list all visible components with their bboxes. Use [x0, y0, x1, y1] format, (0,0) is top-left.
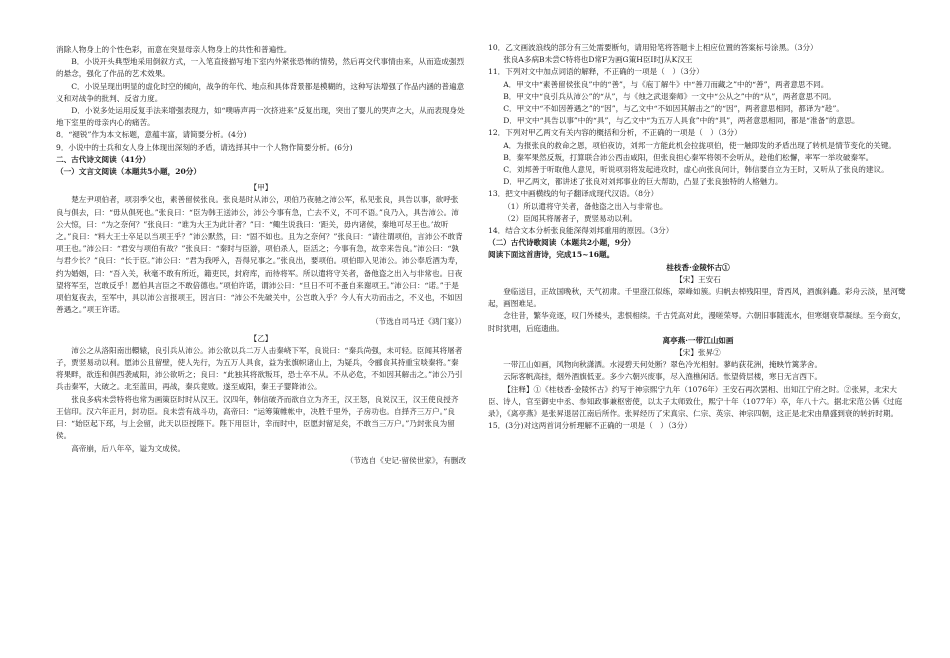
poetry-instruction: 阅读下面这首唐诗，完成15~16题。 — [488, 250, 615, 260]
subsection-classical-prose: （一）文言文阅读（本题共5小题，20分） — [56, 167, 201, 177]
question-14: 14．结合文本分析张良能深得刘邦重用的原因。（3分） — [488, 226, 674, 236]
question-12-option-c: C．刘邦善于听取他人意见，听说项羽将发起进攻时，虚心向张良问计，韩信要自立为王时，又听从了张良的建议。 — [503, 165, 889, 175]
question-10-sentence: 张良A多病B未尝C特将也D常F为画G策H臣I时J从K汉王 — [503, 55, 693, 65]
question-11: 11．下列对文中加点词语的解释，不正确的一项是（ ）（3分） — [488, 67, 704, 77]
question-11-option-a: A．甲文中“素善留侯张良”中的“善”，与《庖丁解牛》中“善刀而藏之”中的“善”，两者意思不同。 — [503, 79, 829, 89]
right-column — [488, 42, 908, 433]
poem-1-title: 桂枝香·金陵怀古① — [666, 262, 730, 272]
passage-jia-text: 楚左尹项伯者，项羽季父也，素善留侯张良。张良是时从沛公，项伯乃夜驰之沛公军，私见张良，具告以事，欲呼张良与俱去，曰：“毋从俱死也。”张良曰：“臣为韩王送沛公，沛公今事有急，亡去不义，不可不语。”良乃入，具告沛公。沛公大惊，曰：“为之奈何？”张良曰：“谁为大王为此计者？”曰：“鲰生说我曰：‘距关，毋内诸侯，秦地可尽王也。’故听之。”良曰：“料大王士卒足以当项王乎？”沛公默然，曰：“固不如也。且为之奈何？”张良曰：“请往谓项伯，言沛公不敢背项王也。”沛公曰：“君安与项伯有故？”张良曰：“秦时与臣游，项伯杀人，臣活之；今事有急，故幸来告良。”沛公曰：“孰与君少长？”良曰：“长于臣。”沛公曰：“君为我呼入，吾得兄事之。”张良出，要项伯。项伯即入见沛公。沛公奉卮酒为寿，约为婚姻，曰：“吾入关，秋毫不敢有所近，籍吏民，封府库，而待将军。所以遣将守关者，备他盗之出入与非常也。日夜望将军至，岂敢反乎！愿伯具言臣之不敢倍德也。”项伯许诺，谓沛公曰：“旦日不可不蚤自来谢项王。”沛公曰：“诺。”于是项伯复夜去，至军中，具以沛公言报项王，因言曰：“沛公不先破关中，公岂敢入乎？今人有大功而击之，不义也，不如因善遇之。”项王许诺。 — [56, 195, 463, 315]
question-13-item-2: （2）臣闻其将屠者子，贾竖易动以利。 — [503, 213, 638, 223]
question-12-option-a: A．为报张良的救命之恩，项伯夜访，刘邦一方能此机会拉拢项伯，使一触即发的矛盾出现了转机是情节变化的关键。 — [503, 140, 896, 150]
question-9: 9．小说中的士兵和女人身上体现出深刻的矛盾，请选择其中一个人物作简要分析。(6分) — [56, 142, 353, 152]
left-column — [56, 44, 466, 467]
poem-notes: 【注释】①《桂枝香·金陵怀古》约写于神宗熙宁九年（1076年）王安石再次罢相、出知江宁府之时。②张昇，北宋大臣、诗人，官至御史中丞、参知政事兼枢密使，以太子太师致仕，熙宁十年（1077年）卒，年八十六。据北宋范公偁《过庭录》，《离亭燕》是张昇退居江南后所作。张昇经历了宋真宗、仁宗、英宗、神宗四朝，这正是北宋由鼎盛到衰的转折时期。 — [488, 384, 903, 419]
question-12: 12．下列对甲乙两文有关内容的概括和分析，不正确的一项是（ ）（3分） — [488, 128, 742, 138]
passage-yi-title: 【乙】 — [249, 333, 273, 343]
story-option-c: C．小说呈现出明显的虚化时空的倾向，战争的年代、地点和具体背景都是模糊的，这种写法增强了作品内涵的普遍意义和对战争的批判、反省力度。 — [56, 81, 465, 103]
story-option-b: B．小说开头典型地采用倒叙方式，一入笔直接描写地下室内外紧张恐怖的情势，然后再交代事情由来，从而造成强烈的悬念，强化了作品的艺术效果。 — [56, 57, 465, 79]
poem-2-stanza-1: 一带江山如画，风物向秋潇洒。水浸碧天何处断？翠色冷光相射。蓼屿荻花洲，掩映竹篱茅舍。 — [503, 360, 823, 370]
poem-1-stanza-2: 念往昔，繁华竞逐，叹门外楼头，悲恨相续。千古凭高对此，漫嗟荣辱。六朝旧事随流水，但寒烟衰草凝绿。至今商女，时时犹唱，后庭遗曲。 — [488, 311, 906, 333]
question-13: 13．把文中画横线的句子翻译成现代汉语。（8分） — [488, 189, 659, 199]
question-10: 10．乙文画波浪线的部分有三处需要断句，请用铅笔将答题卡上相应位置的答案标号涂黑。（3分） — [488, 43, 818, 52]
question-15: 15．(3分)对这两首词分析理解不正确的一项是（ ）（3分） — [488, 421, 692, 431]
story-option-d: D．小说多处运用反复手法来增强表现力，如“噗哧声再一次挤进来”反复出现，突出了婴儿的哭声之大，从而表现身处地下室里的母亲内心的痛苦。 — [56, 106, 465, 128]
poem-1-stanza-1: 登临送目，正故国晚秋，天气初肃。千里澄江似练，翠峰如簇。归帆去棹残阳里，背西风，酒旗斜矗。彩舟云淡，星河鹭起，画图难足。 — [488, 287, 906, 309]
passage-yi-para-3: 高帝崩，后八年卒，谥为文成侯。 — [71, 443, 186, 453]
question-12-option-d: D．甲乙两文，都讲述了张良对刘邦事业的巨大帮助，凸显了张良独特的人格魅力。 — [503, 177, 783, 187]
passage-jia-source: （节选自司马迁《鸿门宴》） — [371, 317, 466, 327]
section-2-heading: 二、古代诗文阅读（41分） — [56, 154, 151, 164]
question-11-option-c: C．甲文中“不如因善遇之”的“因”，与乙文中“不如因其解击之”的“因”，两者意思相同，都译为“趁”。 — [503, 104, 844, 114]
story-option-a-tail: 消除人物身上的个性色彩，而意在突显母亲人物身上的共性和普遍性。 — [56, 45, 292, 54]
poem-2-stanza-2: 云际客帆高挂，烟外酒旗低亚。多少六朝兴废事，尽入渔樵闲话。怅望倚层楼，寒日无言西下。 — [503, 372, 823, 382]
passage-yi-para-1: 沛公之从洛阳南出轘辕，良引兵从沛公。沛公欲以兵二万人击秦峣下军，良说曰：“秦兵尚强，未可轻。臣闻其将屠者子，贾竖易动以利。愿沛公且留壁，使人先行，为五万人具食，益为张旗帜诸山上，为疑兵，令郦食其持重宝啖秦将。”秦将果畔，欲连和俱西袭咸阳，沛公欲听之；良曰：“此独其将欲叛耳，恐士卒不从。不从必危，不如因其解击之。”沛公乃引兵击秦军，大破之。北至蓝田，再战，秦兵竟败。遂至咸阳，秦王子婴降沛公。 — [56, 345, 463, 392]
question-12-option-b: B．秦军果然反叛，打算联合沛公西击咸阳，但张良担心秦军将领不会听从，趁他们松懈，率军一举攻破秦军。 — [503, 152, 874, 162]
passage-yi-source: （节选自《史记·留侯世家》，有删改 — [345, 455, 466, 465]
passage-yi-para-2: 张良多病未尝特将也常为画策臣时时从汉王。汉四年，韩信破齐而欲自立为齐王，汉王怒，良说汉王，汉王使良授齐王信印。汉六年正月，封功臣。良未尝有战斗功，高帝曰：“运筹策帷帐中，决胜千里外，子房功也。自择齐三万户。”良曰：“始臣起下邳，与上会留，此天以臣授陛下。陛下用臣计，幸而时中，臣愿封留足矣，不敢当三万户。”乃封张良为留侯。 — [56, 394, 459, 441]
question-13-item-1: （1）所以遣将守关者，备他盗之出入与非常也。 — [503, 201, 668, 211]
poem-1-author: 【宋】王安石 — [675, 274, 721, 284]
subsection-poetry: （二）古代诗歌阅读（本题共2小题，9分） — [488, 238, 636, 248]
question-11-option-b: B．甲文中“良引兵从沛公”的“从”，与《烛之武退秦师》一文中“公从之”中的“从”，两者意思不同。 — [503, 91, 836, 101]
poem-2-title: 离亭燕·一带江山如画 — [662, 335, 734, 345]
poem-2-author: 【宋】张昇② — [675, 348, 721, 358]
question-11-option-d: D．甲文中“具告以事”中的“具”，与乙文中“为五万人具食”中的“具”，两者意思相同，都是“准备”的意思。 — [503, 116, 860, 126]
passage-jia-title: 【甲】 — [249, 183, 273, 193]
question-8: 8．“褪锐”作为本文标题，意蕴丰富，请简要分析。(4分) — [56, 130, 247, 140]
